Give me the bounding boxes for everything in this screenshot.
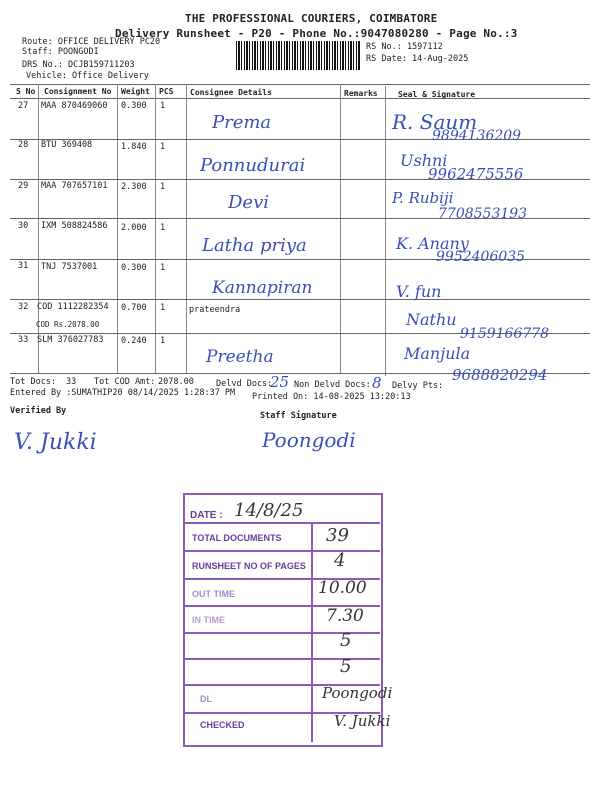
- tot-docs-label: Tot Docs:: [10, 377, 57, 387]
- col-seal: Seal & Signature: [398, 90, 476, 99]
- non-delvd-count: 8: [372, 374, 382, 392]
- vehicle: Vehicle: Office Delivery: [26, 71, 149, 81]
- col-pcs: PCS: [159, 87, 174, 96]
- staff-signature-label: Staff Signature: [260, 411, 337, 421]
- cod-amount: COD Rs.2078.00: [36, 320, 100, 329]
- verified-signature: V. Jukki: [14, 430, 97, 455]
- delvd-label: Delvd Docs:: [216, 379, 273, 389]
- printed-on: Printed On: 14-08-2025 13:20:13: [252, 392, 411, 402]
- rs-number: RS No.: 1597112: [366, 42, 443, 52]
- delvd-count: 25: [270, 373, 290, 391]
- col-consignment: Consignment No: [44, 87, 112, 96]
- col-sno: S No: [16, 87, 36, 96]
- delvy-pts-label: Delvy Pts:: [392, 381, 444, 391]
- verified-by-label: Verified By: [10, 406, 67, 416]
- consignee-name: prateendra: [189, 305, 241, 315]
- col-weight: Weight: [121, 87, 150, 96]
- non-delvd-label: Non Delvd Docs:: [294, 380, 371, 390]
- stamp-date-label: DATE :: [190, 510, 223, 521]
- entered-by: Entered By :SUMATHIP20 08/14/2025 1:28:37 PM: [10, 388, 236, 398]
- company-name: THE PROFESSIONAL COURIERS, COIMBATORE: [185, 12, 438, 25]
- col-consignee: Consignee Details: [190, 88, 272, 97]
- rs-date: RS Date: 14-Aug-2025: [366, 54, 469, 64]
- route: Route: OFFICE DELIVERY PC20: [22, 37, 161, 47]
- tot-cod-label: Tot COD Amt:: [94, 377, 156, 387]
- barcode: [236, 41, 361, 70]
- runsheet-title: Delivery Runsheet - P20 - Phone No.:9047080280 - Page No.:3: [115, 27, 518, 40]
- staff-signature: Poongodi: [262, 428, 356, 452]
- tot-docs: 33: [66, 377, 77, 387]
- stamp-date: 14/8/25: [234, 500, 304, 521]
- tot-cod: 2078.00: [158, 377, 194, 387]
- drs-number: DRS No.: DCJB159711203: [22, 60, 135, 70]
- staff: Staff: POONGODI: [22, 47, 99, 57]
- col-remarks: Remarks: [344, 89, 378, 98]
